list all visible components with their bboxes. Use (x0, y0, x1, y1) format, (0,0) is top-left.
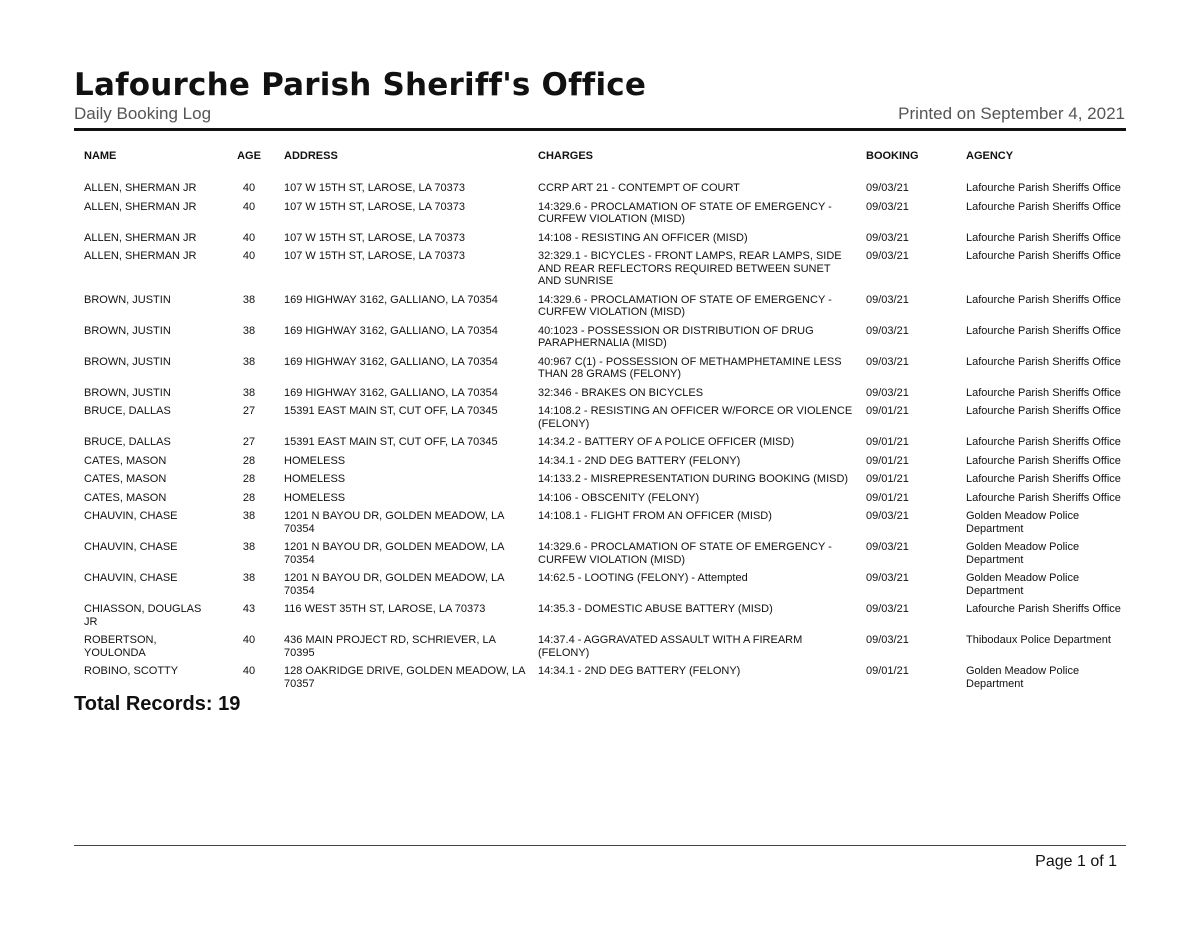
cell-agency: Lafourche Parish Sheriffs Office (966, 454, 1121, 467)
booking-table (78, 146, 1126, 693)
cell-age: 28 (242, 473, 256, 485)
cell-address: HOMELESS (284, 491, 346, 504)
cell-charges: 14:329.6 - PROCLAMATION OF STATE OF EMERGENCY - CURFEW VIOLATION (MISD) (538, 293, 832, 318)
cell-address: 15391 EAST MAIN ST, CUT OFF, LA 70345 (284, 405, 498, 417)
cell-charges: CCRP ART 21 - CONTEMPT OF COURT (538, 182, 740, 194)
cell-booking: 09/01/21 (866, 454, 909, 467)
cell-agency: Golden Meadow Police Department (966, 510, 1080, 535)
cell-agency: Lafourche Parish Sheriffs Office (966, 603, 1121, 615)
table-row (78, 247, 1126, 291)
cell-address: 107 W 15TH ST, LAROSE, LA 70373 (284, 200, 465, 213)
cell-charges: 14:329.6 - PROCLAMATION OF STATE OF EMERGENCY - CURFEW VIOLATION (MISD) (538, 541, 832, 566)
column-header-agency: AGENCY (966, 150, 1014, 162)
cell-age: 28 (242, 454, 256, 467)
cell-agency: Lafourche Parish Sheriffs Office (966, 473, 1121, 485)
table-row (78, 569, 1126, 600)
cell-address: 15391 EAST MAIN ST, CUT OFF, LA 70345 (284, 436, 498, 448)
cell-booking: 09/01/21 (866, 473, 909, 485)
cell-agency: Lafourche Parish Sheriffs Office (966, 324, 1121, 337)
cell-charges: 14:133.2 - MISREPRESENTATION DURING BOOKING (MISD) (538, 473, 849, 485)
table-header-row (78, 146, 1126, 172)
cell-age: 28 (242, 491, 256, 504)
cell-address: 107 W 15TH ST, LAROSE, LA 70373 (284, 182, 465, 194)
cell-booking: 09/01/21 (866, 405, 909, 417)
table-row (78, 229, 1126, 248)
column-header-charges: CHARGES (538, 150, 594, 162)
cell-charges: 14:108.1 - FLIGHT FROM AN OFFICER (MISD) (538, 510, 772, 522)
cell-address: HOMELESS (284, 473, 346, 485)
cell-name: CHAUVIN, CHASE (84, 510, 178, 522)
cell-agency: Lafourche Parish Sheriffs Office (966, 405, 1121, 417)
cell-booking: 09/03/21 (866, 510, 909, 522)
cell-name: CHIASSON, DOUGLAS JR (84, 603, 202, 628)
cell-name: ALLEN, SHERMAN JR (84, 200, 197, 213)
column-header-booking: BOOKING (866, 150, 919, 162)
cell-agency: Golden Meadow Police Department (966, 572, 1080, 597)
cell-charges: 40:1023 - POSSESSION OR DISTRIBUTION OF DRUG PARAPHERNALIA (MISD) (538, 324, 814, 349)
table-row (78, 384, 1126, 403)
cell-agency: Lafourche Parish Sheriffs Office (966, 231, 1121, 244)
cell-age: 40 (242, 250, 256, 262)
column-header-age: AGE (237, 150, 261, 162)
cell-address: 116 WEST 35TH ST, LAROSE, LA 70373 (284, 603, 486, 615)
printed-date: Printed on September 4, 2021 (898, 104, 1125, 123)
cell-agency: Golden Meadow Police Department (966, 541, 1080, 566)
cell-age: 27 (242, 436, 256, 448)
cell-name: ALLEN, SHERMAN JR (84, 182, 197, 194)
cell-age: 40 (242, 200, 256, 213)
cell-charges: 14:34.1 - 2ND DEG BATTERY (FELONY) (538, 665, 741, 677)
cell-charges: 14:108 - RESISTING AN OFFICER (MISD) (538, 231, 748, 244)
cell-name: BROWN, JUSTIN (84, 386, 171, 399)
cell-age: 40 (242, 231, 256, 244)
table-row (78, 353, 1126, 384)
table-row (78, 662, 1126, 693)
cell-agency: Lafourche Parish Sheriffs Office (966, 355, 1121, 368)
total-records: Total Records: 19 (74, 693, 241, 715)
cell-age: 38 (242, 572, 256, 584)
cell-name: CHAUVIN, CHASE (84, 541, 178, 553)
cell-name: ROBERTSON, YOULONDA (84, 634, 157, 659)
cell-charges: 14:329.6 - PROCLAMATION OF STATE OF EMERGENCY - CURFEW VIOLATION (MISD) (538, 200, 832, 225)
cell-name: ALLEN, SHERMAN JR (84, 250, 197, 262)
cell-booking: 09/03/21 (866, 541, 909, 553)
cell-name: CHAUVIN, CHASE (84, 572, 178, 584)
cell-address: 1201 N BAYOU DR, GOLDEN MEADOW, LA 70354 (284, 541, 504, 566)
cell-booking: 09/03/21 (866, 634, 909, 646)
cell-age: 38 (242, 510, 256, 522)
table-row (78, 452, 1126, 471)
cell-name: BROWN, JUSTIN (84, 324, 171, 337)
cell-charges: 14:62.5 - LOOTING (FELONY) - Attempted (538, 572, 748, 584)
column-header-name: NAME (84, 150, 117, 162)
table-row (78, 489, 1126, 508)
cell-booking: 09/03/21 (866, 182, 909, 194)
table-row (78, 402, 1126, 433)
footer-divider (74, 845, 1126, 846)
table-row (78, 631, 1126, 662)
column-header-address: ADDRESS (284, 150, 338, 162)
cell-name: BROWN, JUSTIN (84, 355, 171, 368)
cell-address: 169 HIGHWAY 3162, GALLIANO, LA 70354 (284, 324, 498, 337)
table-row (78, 470, 1126, 489)
cell-charges: 32:329.1 - BICYCLES - FRONT LAMPS, REAR LAMPS, SIDE AND REAR REFLECTORS REQUIRED BETWEEN SUNET AND SUNRISE (538, 250, 842, 287)
cell-address: 1201 N BAYOU DR, GOLDEN MEADOW, LA 70354 (284, 510, 504, 535)
table-row (78, 172, 1126, 198)
cell-agency: Lafourche Parish Sheriffs Office (966, 182, 1121, 194)
cell-name: BRUCE, DALLAS (84, 405, 171, 417)
cell-booking: 09/01/21 (866, 436, 909, 448)
report-subtitle: Daily Booking Log (74, 104, 212, 123)
cell-address: 169 HIGHWAY 3162, GALLIANO, LA 70354 (284, 355, 498, 368)
cell-address: 436 MAIN PROJECT RD, SCHRIEVER, LA 70395 (284, 634, 496, 659)
cell-booking: 09/03/21 (866, 355, 909, 368)
cell-age: 40 (242, 182, 256, 194)
cell-name: BROWN, JUSTIN (84, 293, 171, 306)
table-row (78, 291, 1126, 322)
cell-booking: 09/03/21 (866, 386, 909, 399)
cell-age: 38 (242, 293, 256, 306)
cell-address: 107 W 15TH ST, LAROSE, LA 70373 (284, 231, 465, 244)
cell-agency: Lafourche Parish Sheriffs Office (966, 200, 1121, 213)
cell-agency: Lafourche Parish Sheriffs Office (966, 250, 1121, 262)
cell-agency: Thibodaux Police Department (966, 634, 1111, 646)
cell-agency: Lafourche Parish Sheriffs Office (966, 386, 1121, 399)
cell-name: CATES, MASON (84, 454, 167, 467)
cell-booking: 09/01/21 (866, 665, 909, 677)
cell-age: 43 (242, 603, 256, 615)
table-row (78, 538, 1126, 569)
cell-address: HOMELESS (284, 454, 346, 467)
table-row (78, 198, 1126, 229)
cell-charges: 14:34.2 - BATTERY OF A POLICE OFFICER (MISD) (538, 436, 795, 448)
page-number: Page 1 of 1 (1035, 853, 1117, 870)
cell-booking: 09/03/21 (866, 324, 909, 337)
cell-age: 40 (242, 634, 256, 646)
cell-address: 169 HIGHWAY 3162, GALLIANO, LA 70354 (284, 293, 498, 306)
cell-name: ALLEN, SHERMAN JR (84, 231, 197, 244)
cell-charges: 14:106 - OBSCENITY (FELONY) (538, 491, 700, 504)
cell-age: 40 (242, 665, 256, 677)
page-title: Lafourche Parish Sheriff's Office (74, 67, 647, 103)
cell-name: BRUCE, DALLAS (84, 436, 171, 448)
cell-booking: 09/03/21 (866, 250, 909, 262)
cell-charges: 40:967 C(1) - POSSESSION OF METHAMPHETAMINE LESS THAN 28 GRAMS (FELONY) (538, 355, 842, 380)
cell-charges: 14:37.4 - AGGRAVATED ASSAULT WITH A FIREARM (FELONY) (538, 634, 803, 659)
cell-age: 38 (242, 386, 256, 399)
cell-booking: 09/03/21 (866, 231, 909, 244)
cell-charges: 32:346 - BRAKES ON BICYCLES (538, 386, 704, 399)
cell-address: 169 HIGHWAY 3162, GALLIANO, LA 70354 (284, 386, 498, 399)
table-row (78, 433, 1126, 452)
cell-age: 38 (242, 355, 256, 368)
header-divider (74, 128, 1126, 131)
cell-booking: 09/01/21 (866, 491, 909, 504)
cell-age: 38 (242, 324, 256, 337)
cell-agency: Lafourche Parish Sheriffs Office (966, 491, 1121, 504)
cell-address: 128 OAKRIDGE DRIVE, GOLDEN MEADOW, LA 70357 (284, 665, 525, 690)
cell-age: 27 (242, 405, 256, 417)
cell-booking: 09/03/21 (866, 603, 909, 615)
cell-address: 1201 N BAYOU DR, GOLDEN MEADOW, LA 70354 (284, 572, 504, 597)
table-row (78, 322, 1126, 353)
cell-address: 107 W 15TH ST, LAROSE, LA 70373 (284, 250, 465, 262)
cell-name: CATES, MASON (84, 473, 167, 485)
cell-agency: Golden Meadow Police Department (966, 665, 1080, 690)
cell-charges: 14:34.1 - 2ND DEG BATTERY (FELONY) (538, 454, 741, 467)
cell-booking: 09/03/21 (866, 200, 909, 213)
cell-agency: Lafourche Parish Sheriffs Office (966, 436, 1121, 448)
cell-name: CATES, MASON (84, 491, 167, 504)
cell-booking: 09/03/21 (866, 572, 909, 584)
cell-age: 38 (242, 541, 256, 553)
cell-charges: 14:108.2 - RESISTING AN OFFICER W/FORCE OR VIOLENCE (FELONY) (538, 405, 853, 430)
cell-agency: Lafourche Parish Sheriffs Office (966, 293, 1121, 306)
table-row (78, 507, 1126, 538)
cell-charges: 14:35.3 - DOMESTIC ABUSE BATTERY (MISD) (538, 603, 773, 615)
cell-name: ROBINO, SCOTTY (84, 665, 179, 677)
table-row (78, 600, 1126, 631)
cell-booking: 09/03/21 (866, 293, 909, 306)
